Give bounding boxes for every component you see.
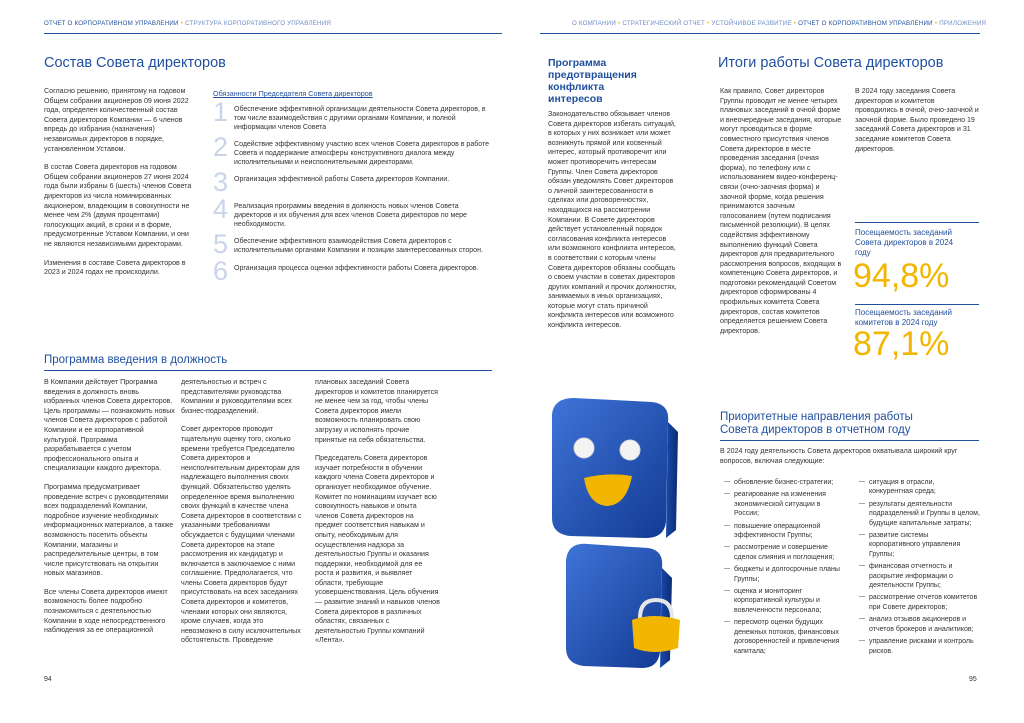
induction-col2-p1: деятельностью и встреч с представителями руководства Компании и руководителями всех бизнес-подразделений. (181, 378, 292, 415)
board-p1: Согласно решению, принятому на годовом Общем собрании акционеров 09 июня 2022 года, определен количественный состав Совета директоров Компании — 6 членов впредь до избрания (назначения) независимых директоров в порядке, установленном Уставом. (44, 87, 189, 153)
priorities-rule (720, 440, 979, 441)
header-left-sub: СТРУКТУРА КОРПОРАТИВНОГО УПРАВЛЕНИЯ (185, 20, 332, 27)
duty-number: 6 (213, 256, 229, 286)
duty-number: 5 (213, 229, 229, 259)
list-item: — развитие системы корпоративного управления Группы; (862, 531, 980, 559)
duty-item (213, 132, 490, 167)
header-right-nav: О КОМПАНИИ • СТРАТЕГИЧЕСКИЙ ОТЧЕТ • УСТОЙЧИВОЕ РАЗВИТИЕ • ОТЧЕТ О КОРПОРАТИВНОМ УПРАВЛЕНИИ • ПРИЛОЖЕНИЯ (572, 20, 987, 27)
induction-col1-p1: В Компании действует Программа введения в должность вновь избранных членов Совета директоров. Цель программы — познакомить новых членов Совета директоров с работой Компании и ее корпоративной культурой. Программа разрабатывается с учетом профессионального опыта и специализации каждого директора. (44, 378, 175, 473)
nav-about[interactable]: О КОМПАНИИ (572, 20, 616, 27)
induction-col3-p1: плановых заседаний Совета директоров и комитетов планируется не менее чем за год, чтобы члены Совета директоров имели возможность планировать свою загрузку и исполнять прочие принятые на себя обязательства. (315, 378, 438, 444)
duty-number: 4 (213, 194, 229, 224)
board-text (44, 87, 194, 287)
list-item: — повышение операционной эффективности Группы; (727, 522, 845, 541)
duty-item (213, 167, 490, 197)
list-item: — реагирование на изменения экономической ситуации в России; (727, 490, 845, 518)
board-p2: В состав Совета директоров на годовом Общем собрании акционеров 27 июня 2024 года были избраны 6 (шесть) членов Совета директоров из числа номинированных акционером, владеющим в совокупности не менее чем 2% (двумя процентами) голосующих акций, в сроки и в форме, предусмотренные Уставом Компании, и они не являются независимыми директорами. (44, 163, 192, 248)
list-item: — обновление бизнес-стратегии; (727, 478, 845, 487)
induction-col1-p3: Все члены Совета директоров имеют возможность более подробно познакомиться с деятельностью Компании в ходе непосредственного наблюдения за ее операционной (44, 587, 168, 635)
duty-item (213, 194, 490, 229)
stat2-label: Посещаемость заседаний комитетов в 2024 году (855, 308, 952, 327)
list-item: — бюджеты и долгосрочные планы Группы; (727, 565, 845, 584)
list-item: — ситуация в отрасли, конкурентная среда; (862, 478, 980, 497)
header-left-main: ОТЧЕТ О КОРПОРАТИВНОМ УПРАВЛЕНИИ (44, 20, 179, 27)
priorities-list-left (727, 478, 845, 659)
priorities-title: Приоритетные направления работы Совета директоров в отчетном году (720, 411, 913, 436)
nav-strategic[interactable]: СТРАТЕГИЧЕСКИЙ ОТЧЕТ (622, 20, 706, 27)
induction-col1-p2: Программа предусматривает проведение встреч с руководителями всех подразделений Компании, подробное изучение необходимых информационных материалов, а также возможность посетить объекты Компании, магазины и распределительные центры, в том числе присутствовать на открытии новых магазинов. (44, 482, 174, 578)
header-left: ОТЧЕТ О КОРПОРАТИВНОМ УПРАВЛЕНИИ • СТРУКТУРА КОРПОРАТИВНОГО УПРАВЛЕНИЯ (44, 20, 332, 27)
list-item: — управление рисками и контроль рисков. (862, 637, 980, 656)
duty-text: Содействие эффективному участию всех членов Совета директоров в работе Совета и поддержание атмосферы конструктивного диалога между исполнительными и неисполнительными директорами. (234, 141, 489, 166)
nav-sustainability[interactable]: УСТОЙЧИВОЕ РАЗВИТИЕ (711, 20, 792, 27)
duty-text: Организация эффективной работы Совета директоров Компании. (234, 176, 450, 183)
conflict-title: Программа предотвращения конфликта интересов (548, 57, 637, 105)
list-item: — пересмотр оценки будущих денежных потоков, финансовых договоренностей и привлечения капитала; (727, 618, 845, 656)
results-text: Как правило, Совет директоров Группы проводит не менее четырех плановых заседаний в очной форме и внеочередные заседания, которые могут проводиться в форме совместного присутствия членов Совета директоров в месте проведения заседания (очная форма), по телефону или с использованием видео-конференц-связи (очно-заочная форма) и заочной форме, когда решения принимаются заочным голосованием (путем подписания письменной резолюции). В целях содействия эффективному выполнению функций Совета директоров для предварительного рассмотрения вопросов, входящих в компетенцию Совета директоров, и подготовки рекомендаций Советом директоров сформированы 4 профильных комитета Совета директоров, состав комитетов определяется решением Совета директоров. (720, 87, 842, 335)
stat2-value: 87,1% (853, 325, 950, 363)
induction-rule (44, 370, 492, 371)
duty-number: 2 (213, 132, 229, 162)
page-number-left: 94 (44, 676, 52, 683)
stat1-rule (855, 222, 979, 223)
header-right-rule (540, 33, 980, 34)
duty-item (213, 256, 490, 286)
list-item: — оценка и мониторинг корпоративной культуры и вовлеченности персонала; (727, 587, 845, 615)
duties-block (213, 89, 490, 286)
duty-number: 1 (213, 97, 229, 127)
duty-text: Организация процесса оценки эффективности работы Совета директоров. (234, 265, 479, 272)
induction-col3-p2: Председатель Совета директоров изучает потребности в обучении каждого члена Совета директоров и организует необходимое обучение. Комитет по номинациям изучает всю совокупность навыков и опыта членов Совета директоров на предмет соответствия навыкам и опыту, необходимым для осуществления надзора за деятельностью Группы и оказания поддержки, необходимой для ее роста и развития, и выявляет области, требующие усовершенствования. Цель обучения — развитие знаний и навыков членов Совета директоров в различных областях, связанных с деятельностью Группы компаний «Лента». (315, 454, 440, 645)
duty-item (213, 97, 490, 132)
induction-title: Программа введения в должность (44, 354, 228, 366)
stat1-value: 94,8% (853, 257, 950, 295)
results-title: Итоги работы Совета директоров (718, 55, 944, 71)
induction-col2-p2: Совет директоров проводит тщательную оценку того, сколько времени требуется Председателю Совета директоров и неисполнительным директорам для надлежащего выполнения своих функций. Обязательство уделять определенное время выполнению своих функций в качестве члена Совета директоров в соответствии с указанными требованиями обсуждается с будущими членами Совета директоров на этапе рассмотрения их кандидатур и включается в заключаемое с ними соглашение. Предполагается, что члены Совета директоров будут присутствовать на всех заседаниях Совета директоров и комитетов, членами которых они являются, кроме случаев, когда это невозможно в силу исключительных обстоятельств. Проведение (181, 425, 302, 645)
induction-col1 (44, 378, 176, 645)
results-side-text: В 2024 году заседания Совета директоров и комитетов проводились в очной, очно-заочной и заочной форме. Было проведено 19 заседаний Совета директоров и 31 заседание комитетов Совета директоров. (855, 87, 979, 153)
stat1-label: Посещаемость заседаний Совета директоров в 2024 году (855, 228, 954, 257)
stat2-rule (855, 304, 979, 305)
duty-item (213, 229, 490, 259)
board-title: Состав Совета директоров (44, 55, 226, 71)
list-item: — рассмотрение отчетов комитетов при Совете директоров; (862, 593, 980, 612)
induction-col3 (315, 378, 441, 655)
duty-number: 3 (213, 167, 229, 197)
priorities-intro: В 2024 году деятельность Совета директоров охватывала широкий круг вопросов, включая следующие: (720, 447, 958, 465)
duties-title: Обязанности Председателя Совета директоров (213, 89, 373, 98)
duty-text: Обеспечение эффективного взаимодействия Совета директоров с исполнительными органами Компании и позиции заинтересованных сторон. (234, 238, 483, 254)
list-item: — рассмотрение и совершение сделок слияния и поглощения; (727, 543, 845, 562)
nav-governance[interactable]: ОТЧЕТ О КОРПОРАТИВНОМ УПРАВЛЕНИИ (798, 20, 933, 27)
duty-text: Обеспечение эффективной организации деятельности Совета директоров, в том числе взаимодействия с другими органами Компании, и полной информации членов Совета (234, 106, 486, 131)
list-item: — анализ отзывов акционеров и отчетов брокеров и аналитиков; (862, 615, 980, 634)
mascot-illustration (540, 392, 690, 682)
conflict-text: Законодательство обязывает членов Совета директоров избегать ситуаций, в которых у них возникает или может возникнуть прямой или косвенный интерес, который противоречит или может противоречить интересам Группы. Член Совета директоров обязан уведомлять Совет директоров о личной заинтересованности в сделках или договоренностях, находящихся на рассмотрении Компании. В Совете директоров действует установленный порядок согласования конфликта интересов или возможного конфликта интересов, в соответствии с которым члены Совета директоров обязаны сообщать о своем участии в советах директоров других компаний и прочих должностях, занимаемых в иных организациях, которые могут стать причиной конфликта интересов или возможного конфликта интересов. (548, 110, 677, 330)
list-item: — результаты деятельности подразделений и Группы в целом, будущие капитальные затраты; (862, 500, 980, 528)
duty-text: Реализация программы введения в должность новых членов Совета директоров и их обучения для всех членов Совета директоров по мере необходимости. (234, 203, 467, 228)
header-left-rule (44, 33, 502, 34)
priorities-list-right (862, 478, 980, 659)
induction-col2 (181, 378, 303, 655)
board-p3: Изменения в составе Совета директоров в 2023 и 2024 годах не происходили. (44, 258, 186, 277)
nav-appendix[interactable]: ПРИЛОЖЕНИЯ (939, 20, 987, 27)
list-item: — финансовая отчетность и раскрытие информации о деятельности Группы; (862, 562, 980, 590)
page-number-right: 95 (969, 676, 977, 683)
